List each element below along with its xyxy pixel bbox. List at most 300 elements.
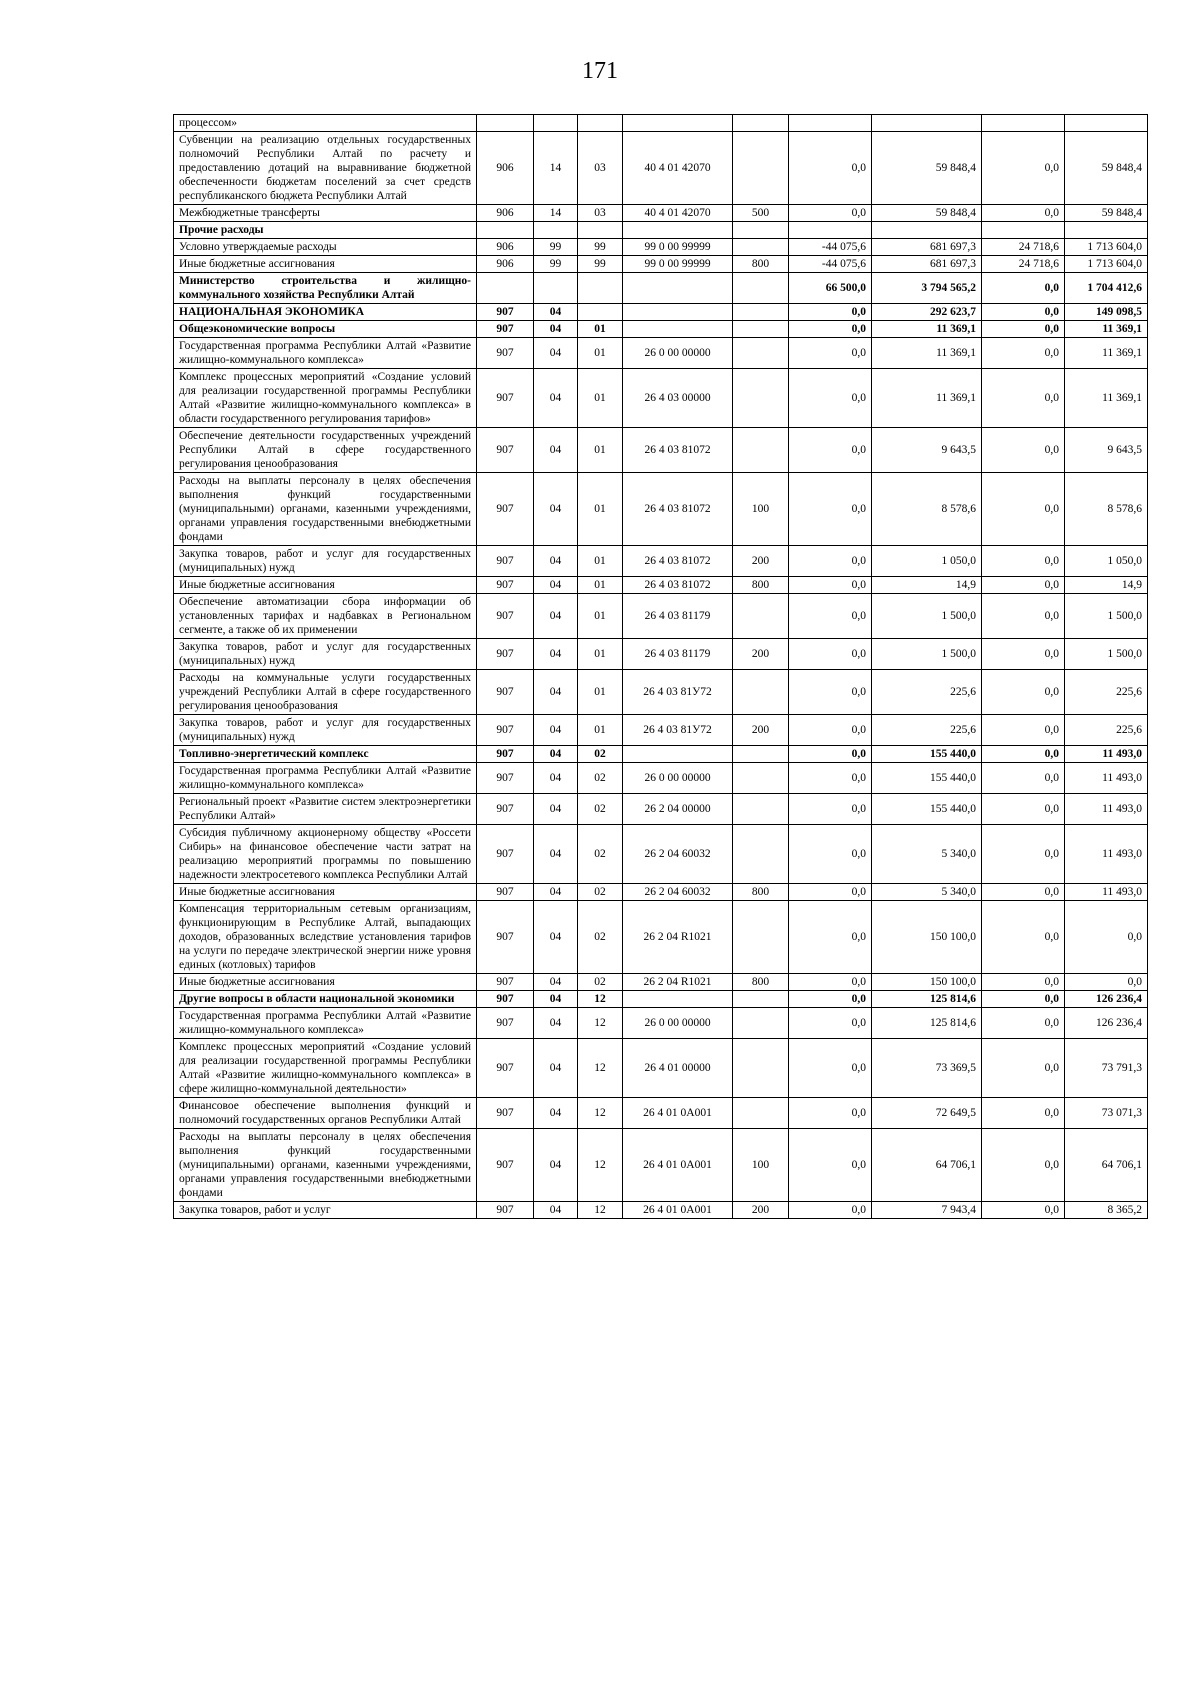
row-gr-code: 907 xyxy=(477,594,534,639)
row-amount-4: 59 848,4 xyxy=(1065,205,1148,222)
table-row xyxy=(174,239,1148,256)
row-target-article: 40 4 01 42070 xyxy=(623,132,733,205)
table-row xyxy=(174,991,1148,1008)
row-name: процессом» xyxy=(174,115,477,132)
row-amount-3: 0,0 xyxy=(982,991,1065,1008)
row-target-article: 26 2 04 60032 xyxy=(623,825,733,884)
row-amount-4: 1 500,0 xyxy=(1065,594,1148,639)
row-section-code: 04 xyxy=(534,546,578,577)
row-amount-1: 0,0 xyxy=(789,1098,872,1129)
row-subsection-code: 02 xyxy=(578,763,623,794)
row-target-article: 26 2 04 R1021 xyxy=(623,901,733,974)
row-section-code: 04 xyxy=(534,1008,578,1039)
row-expense-type: 800 xyxy=(733,974,789,991)
row-amount-1: 0,0 xyxy=(789,670,872,715)
row-amount-1: 0,0 xyxy=(789,1008,872,1039)
row-name: НАЦИОНАЛЬНАЯ ЭКОНОМИКА xyxy=(174,304,477,321)
row-expense-type xyxy=(733,239,789,256)
row-subsection-code: 03 xyxy=(578,205,623,222)
table-row xyxy=(174,222,1148,239)
row-section-code: 04 xyxy=(534,1098,578,1129)
row-subsection-code: 01 xyxy=(578,546,623,577)
row-target-article: 26 4 01 00000 xyxy=(623,1039,733,1098)
row-amount-1: 0,0 xyxy=(789,473,872,546)
row-gr-code: 907 xyxy=(477,794,534,825)
row-amount-1: 0,0 xyxy=(789,825,872,884)
row-amount-2: 11 369,1 xyxy=(872,338,982,369)
row-amount-2 xyxy=(872,222,982,239)
row-amount-2: 155 440,0 xyxy=(872,746,982,763)
row-expense-type xyxy=(733,1008,789,1039)
row-amount-3: 0,0 xyxy=(982,1039,1065,1098)
row-amount-4: 73 071,3 xyxy=(1065,1098,1148,1129)
row-gr-code: 907 xyxy=(477,991,534,1008)
row-amount-1: 0,0 xyxy=(789,763,872,794)
row-amount-4: 0,0 xyxy=(1065,974,1148,991)
row-section-code: 04 xyxy=(534,577,578,594)
row-target-article xyxy=(623,991,733,1008)
row-amount-2: 292 623,7 xyxy=(872,304,982,321)
row-expense-type xyxy=(733,321,789,338)
row-target-article: 26 4 03 81179 xyxy=(623,594,733,639)
row-name: Закупка товаров, работ и услуг xyxy=(174,1202,477,1219)
row-amount-4: 0,0 xyxy=(1065,901,1148,974)
table-row xyxy=(174,746,1148,763)
row-amount-4: 11 493,0 xyxy=(1065,825,1148,884)
row-amount-3: 0,0 xyxy=(982,901,1065,974)
row-gr-code: 907 xyxy=(477,901,534,974)
row-amount-3: 0,0 xyxy=(982,884,1065,901)
row-amount-4: 11 493,0 xyxy=(1065,794,1148,825)
row-amount-2: 150 100,0 xyxy=(872,974,982,991)
table-row xyxy=(174,715,1148,746)
row-amount-4: 11 493,0 xyxy=(1065,746,1148,763)
row-expense-type: 800 xyxy=(733,884,789,901)
row-expense-type xyxy=(733,273,789,304)
row-subsection-code xyxy=(578,304,623,321)
row-amount-4: 1 713 604,0 xyxy=(1065,239,1148,256)
row-amount-4: 9 643,5 xyxy=(1065,428,1148,473)
row-amount-4: 14,9 xyxy=(1065,577,1148,594)
row-gr-code: 907 xyxy=(477,639,534,670)
row-amount-3: 0,0 xyxy=(982,473,1065,546)
row-name: Субвенции на реализацию отдельных государственных полномочий Республики Алтай по расчету и предоставлению дотаций на выравнивание бюджетной обеспеченности бюджетам поселений за счет средств республиканского бюджета Республики Алтай xyxy=(174,132,477,205)
row-amount-4: 73 791,3 xyxy=(1065,1039,1148,1098)
row-amount-4: 126 236,4 xyxy=(1065,991,1148,1008)
row-target-article: 26 2 04 60032 xyxy=(623,884,733,901)
row-amount-4: 225,6 xyxy=(1065,715,1148,746)
row-gr-code xyxy=(477,222,534,239)
row-target-article: 26 0 00 00000 xyxy=(623,1008,733,1039)
row-name: Обеспечение деятельности государственных учреждений Республики Алтай в сфере государственного регулирования ценообразования xyxy=(174,428,477,473)
row-subsection-code: 01 xyxy=(578,428,623,473)
row-amount-2 xyxy=(872,115,982,132)
row-amount-2: 3 794 565,2 xyxy=(872,273,982,304)
table-row xyxy=(174,1039,1148,1098)
row-amount-3 xyxy=(982,222,1065,239)
row-target-article xyxy=(623,304,733,321)
row-expense-type: 500 xyxy=(733,205,789,222)
row-name: Расходы на выплаты персоналу в целях обеспечения выполнения функций государственными (муниципальными) органами, казенными учреждениями, органами управления государственными внебюджетными фондами xyxy=(174,1129,477,1202)
row-gr-code: 907 xyxy=(477,1039,534,1098)
row-amount-1: 0,0 xyxy=(789,1129,872,1202)
table-row xyxy=(174,273,1148,304)
row-amount-3: 0,0 xyxy=(982,273,1065,304)
row-name: Общеэкономические вопросы xyxy=(174,321,477,338)
row-amount-3: 0,0 xyxy=(982,1202,1065,1219)
row-section-code: 14 xyxy=(534,205,578,222)
row-amount-2: 59 848,4 xyxy=(872,205,982,222)
table-row xyxy=(174,205,1148,222)
row-target-article: 99 0 00 99999 xyxy=(623,256,733,273)
table-row xyxy=(174,825,1148,884)
row-subsection-code: 01 xyxy=(578,321,623,338)
row-expense-type xyxy=(733,763,789,794)
row-gr-code: 907 xyxy=(477,577,534,594)
row-section-code: 04 xyxy=(534,304,578,321)
row-subsection-code: 99 xyxy=(578,239,623,256)
row-amount-2: 9 643,5 xyxy=(872,428,982,473)
row-amount-4: 1 500,0 xyxy=(1065,639,1148,670)
table-row xyxy=(174,256,1148,273)
row-subsection-code: 02 xyxy=(578,825,623,884)
row-amount-3: 0,0 xyxy=(982,1098,1065,1129)
row-section-code: 04 xyxy=(534,338,578,369)
row-target-article xyxy=(623,115,733,132)
row-subsection-code: 02 xyxy=(578,884,623,901)
row-section-code: 04 xyxy=(534,974,578,991)
row-subsection-code: 02 xyxy=(578,746,623,763)
row-amount-1: 0,0 xyxy=(789,746,872,763)
row-target-article: 26 4 03 81179 xyxy=(623,639,733,670)
row-gr-code: 907 xyxy=(477,974,534,991)
row-amount-1: 0,0 xyxy=(789,974,872,991)
row-amount-2: 11 369,1 xyxy=(872,321,982,338)
row-section-code: 04 xyxy=(534,1129,578,1202)
row-expense-type xyxy=(733,369,789,428)
row-expense-type: 100 xyxy=(733,473,789,546)
row-amount-3: 0,0 xyxy=(982,546,1065,577)
row-target-article: 26 2 04 R1021 xyxy=(623,974,733,991)
row-target-article: 26 0 00 00000 xyxy=(623,338,733,369)
row-amount-2: 8 578,6 xyxy=(872,473,982,546)
row-section-code: 04 xyxy=(534,594,578,639)
row-target-article: 26 4 01 0А001 xyxy=(623,1202,733,1219)
row-section-code: 04 xyxy=(534,763,578,794)
table-row xyxy=(174,639,1148,670)
row-amount-2: 681 697,3 xyxy=(872,239,982,256)
row-target-article: 26 4 03 00000 xyxy=(623,369,733,428)
row-target-article: 26 4 01 0А001 xyxy=(623,1129,733,1202)
row-subsection-code xyxy=(578,115,623,132)
row-amount-1: 0,0 xyxy=(789,132,872,205)
row-target-article: 26 4 01 0А001 xyxy=(623,1098,733,1129)
table-row xyxy=(174,794,1148,825)
row-amount-3: 0,0 xyxy=(982,763,1065,794)
row-amount-3: 0,0 xyxy=(982,746,1065,763)
row-amount-4 xyxy=(1065,115,1148,132)
row-expense-type xyxy=(733,304,789,321)
table-row xyxy=(174,304,1148,321)
row-expense-type xyxy=(733,115,789,132)
row-gr-code: 907 xyxy=(477,1008,534,1039)
row-gr-code: 907 xyxy=(477,670,534,715)
row-amount-1: 0,0 xyxy=(789,901,872,974)
row-name: Иные бюджетные ассигнования xyxy=(174,577,477,594)
row-amount-4: 126 236,4 xyxy=(1065,1008,1148,1039)
table-row xyxy=(174,428,1148,473)
row-name: Государственная программа Республики Алтай «Развитие жилищно-коммунального комплекса» xyxy=(174,338,477,369)
table-row xyxy=(174,473,1148,546)
row-name: Субсидия публичному акционерному обществу «Россети Сибирь» на финансовое обеспечение части затрат на реализацию мероприятий программы по повышению надежности электросетевого комплекса Республики Алтай xyxy=(174,825,477,884)
row-amount-4: 8 365,2 xyxy=(1065,1202,1148,1219)
row-amount-3: 0,0 xyxy=(982,369,1065,428)
row-subsection-code: 01 xyxy=(578,338,623,369)
row-gr-code: 906 xyxy=(477,239,534,256)
table-body xyxy=(174,115,1148,1219)
row-name: Региональный проект «Развитие систем электроэнергетики Республики Алтай» xyxy=(174,794,477,825)
row-subsection-code: 02 xyxy=(578,901,623,974)
row-gr-code: 907 xyxy=(477,369,534,428)
row-amount-1: 0,0 xyxy=(789,205,872,222)
row-subsection-code: 02 xyxy=(578,794,623,825)
row-amount-3: 0,0 xyxy=(982,715,1065,746)
page-number: 171 xyxy=(582,58,618,84)
row-amount-2: 155 440,0 xyxy=(872,794,982,825)
table-row xyxy=(174,321,1148,338)
row-amount-3: 0,0 xyxy=(982,132,1065,205)
row-section-code: 04 xyxy=(534,428,578,473)
row-gr-code: 907 xyxy=(477,884,534,901)
row-amount-4: 11 369,1 xyxy=(1065,338,1148,369)
row-subsection-code: 01 xyxy=(578,473,623,546)
row-gr-code: 907 xyxy=(477,473,534,546)
row-target-article xyxy=(623,321,733,338)
table-row xyxy=(174,884,1148,901)
row-expense-type: 200 xyxy=(733,1202,789,1219)
table-row xyxy=(174,974,1148,991)
row-subsection-code: 01 xyxy=(578,594,623,639)
row-amount-3: 0,0 xyxy=(982,974,1065,991)
row-section-code: 04 xyxy=(534,794,578,825)
row-amount-1: 0,0 xyxy=(789,1039,872,1098)
row-name: Государственная программа Республики Алтай «Развитие жилищно-коммунального комплекса» xyxy=(174,1008,477,1039)
row-subsection-code: 03 xyxy=(578,132,623,205)
row-subsection-code: 99 xyxy=(578,256,623,273)
table-row xyxy=(174,670,1148,715)
row-name: Комплекс процессных мероприятий «Создание условий для реализации государственной программы Республики Алтай «Развитие жилищно-коммунального комплекса» в сфере жилищно-коммунальной деятельности» xyxy=(174,1039,477,1098)
row-amount-4: 11 493,0 xyxy=(1065,884,1148,901)
row-target-article: 26 4 03 81У72 xyxy=(623,715,733,746)
row-name: Иные бюджетные ассигнования xyxy=(174,974,477,991)
row-amount-4: 1 713 604,0 xyxy=(1065,256,1148,273)
row-section-code: 04 xyxy=(534,1039,578,1098)
row-amount-1 xyxy=(789,222,872,239)
row-amount-2: 73 369,5 xyxy=(872,1039,982,1098)
row-amount-1: 0,0 xyxy=(789,546,872,577)
row-name: Государственная программа Республики Алтай «Развитие жилищно-коммунального комплекса» xyxy=(174,763,477,794)
row-target-article: 26 4 03 81072 xyxy=(623,473,733,546)
row-amount-3: 0,0 xyxy=(982,577,1065,594)
row-gr-code: 907 xyxy=(477,428,534,473)
row-name: Компенсация территориальным сетевым организациям, функционирующим в Республике Алтай, выпадающих доходов, образованных вследствие установления тарифов на услуги по передаче электрической энергии ниже уровня единых (котловых) тарифов xyxy=(174,901,477,974)
row-name: Комплекс процессных мероприятий «Создание условий для реализации государственной программы Республики Алтай «Развитие жилищно-коммунального комплекса» в области государственного регулирования тарифов» xyxy=(174,369,477,428)
table-row xyxy=(174,546,1148,577)
row-target-article xyxy=(623,222,733,239)
row-amount-1: 0,0 xyxy=(789,577,872,594)
row-target-article: 40 4 01 42070 xyxy=(623,205,733,222)
row-subsection-code: 12 xyxy=(578,1039,623,1098)
row-section-code: 04 xyxy=(534,473,578,546)
row-amount-2: 5 340,0 xyxy=(872,884,982,901)
row-amount-1: 0,0 xyxy=(789,594,872,639)
table-row xyxy=(174,763,1148,794)
row-amount-2: 150 100,0 xyxy=(872,901,982,974)
budget-table xyxy=(173,114,1148,1219)
row-amount-4 xyxy=(1065,222,1148,239)
row-name: Иные бюджетные ассигнования xyxy=(174,884,477,901)
row-amount-2: 5 340,0 xyxy=(872,825,982,884)
row-gr-code: 907 xyxy=(477,304,534,321)
table-row xyxy=(174,1008,1148,1039)
row-gr-code: 906 xyxy=(477,205,534,222)
row-amount-4: 8 578,6 xyxy=(1065,473,1148,546)
row-amount-2: 11 369,1 xyxy=(872,369,982,428)
row-subsection-code: 12 xyxy=(578,1008,623,1039)
row-gr-code: 907 xyxy=(477,825,534,884)
row-name: Закупка товаров, работ и услуг для государственных (муниципальных) нужд xyxy=(174,639,477,670)
row-amount-3: 0,0 xyxy=(982,304,1065,321)
row-amount-4: 11 369,1 xyxy=(1065,321,1148,338)
row-section-code: 04 xyxy=(534,1202,578,1219)
row-amount-3: 0,0 xyxy=(982,670,1065,715)
row-name: Условно утверждаемые расходы xyxy=(174,239,477,256)
row-amount-2: 225,6 xyxy=(872,715,982,746)
row-gr-code: 906 xyxy=(477,132,534,205)
row-expense-type: 200 xyxy=(733,546,789,577)
row-expense-type xyxy=(733,794,789,825)
table-row xyxy=(174,1098,1148,1129)
row-expense-type: 800 xyxy=(733,577,789,594)
row-section-code: 04 xyxy=(534,369,578,428)
row-expense-type: 100 xyxy=(733,1129,789,1202)
row-amount-1: -44 075,6 xyxy=(789,256,872,273)
row-amount-3: 0,0 xyxy=(982,639,1065,670)
row-amount-1: 66 500,0 xyxy=(789,273,872,304)
row-amount-1: 0,0 xyxy=(789,321,872,338)
row-amount-3: 0,0 xyxy=(982,825,1065,884)
row-section-code: 04 xyxy=(534,825,578,884)
row-name: Закупка товаров, работ и услуг для государственных (муниципальных) нужд xyxy=(174,715,477,746)
row-amount-2: 14,9 xyxy=(872,577,982,594)
row-section-code: 04 xyxy=(534,670,578,715)
row-amount-2: 59 848,4 xyxy=(872,132,982,205)
row-gr-code: 906 xyxy=(477,256,534,273)
table-row xyxy=(174,1202,1148,1219)
row-amount-2: 1 500,0 xyxy=(872,594,982,639)
row-section-code: 04 xyxy=(534,715,578,746)
row-amount-3: 0,0 xyxy=(982,1008,1065,1039)
row-name: Министерство строительства и жилищно-коммунального хозяйства Республики Алтай xyxy=(174,273,477,304)
row-subsection-code: 01 xyxy=(578,715,623,746)
row-expense-type xyxy=(733,222,789,239)
row-gr-code: 907 xyxy=(477,1202,534,1219)
row-name: Иные бюджетные ассигнования xyxy=(174,256,477,273)
row-section-code xyxy=(534,115,578,132)
row-amount-1 xyxy=(789,115,872,132)
row-name: Обеспечение автоматизации сбора информации об установленных тарифах и надбавках в Региональном сегменте, а также об их применении xyxy=(174,594,477,639)
row-amount-1: 0,0 xyxy=(789,639,872,670)
table-row xyxy=(174,338,1148,369)
row-section-code xyxy=(534,222,578,239)
row-gr-code xyxy=(477,273,534,304)
row-subsection-code xyxy=(578,222,623,239)
table-row xyxy=(174,577,1148,594)
row-amount-1: 0,0 xyxy=(789,1202,872,1219)
row-amount-4: 149 098,5 xyxy=(1065,304,1148,321)
row-amount-1: -44 075,6 xyxy=(789,239,872,256)
row-amount-3: 0,0 xyxy=(982,1129,1065,1202)
row-name: Расходы на выплаты персоналу в целях обеспечения выполнения функций государственными (муниципальными) органами, казенными учреждениями, органами управления государственными внебюджетными фондами xyxy=(174,473,477,546)
row-amount-2: 1 500,0 xyxy=(872,639,982,670)
row-target-article: 26 0 00 00000 xyxy=(623,763,733,794)
row-target-article: 26 4 03 81У72 xyxy=(623,670,733,715)
row-amount-3 xyxy=(982,115,1065,132)
row-expense-type xyxy=(733,594,789,639)
row-subsection-code: 12 xyxy=(578,1202,623,1219)
row-expense-type: 200 xyxy=(733,715,789,746)
row-target-article xyxy=(623,273,733,304)
row-section-code: 04 xyxy=(534,746,578,763)
row-amount-1: 0,0 xyxy=(789,304,872,321)
row-subsection-code: 01 xyxy=(578,369,623,428)
table-row xyxy=(174,594,1148,639)
row-expense-type xyxy=(733,338,789,369)
row-amount-4: 11 493,0 xyxy=(1065,763,1148,794)
row-gr-code: 907 xyxy=(477,763,534,794)
row-section-code xyxy=(534,273,578,304)
row-amount-1: 0,0 xyxy=(789,794,872,825)
row-gr-code: 907 xyxy=(477,1129,534,1202)
row-name: Другие вопросы в области национальной экономики xyxy=(174,991,477,1008)
row-section-code: 04 xyxy=(534,639,578,670)
row-amount-4: 11 369,1 xyxy=(1065,369,1148,428)
row-subsection-code: 12 xyxy=(578,1098,623,1129)
row-section-code: 04 xyxy=(534,991,578,1008)
row-amount-1: 0,0 xyxy=(789,884,872,901)
row-name: Расходы на коммунальные услуги государственных учреждений Республики Алтай в сфере государственного регулирования ценообразования xyxy=(174,670,477,715)
table-row xyxy=(174,901,1148,974)
row-amount-2: 7 943,4 xyxy=(872,1202,982,1219)
row-gr-code: 907 xyxy=(477,746,534,763)
row-name: Прочие расходы xyxy=(174,222,477,239)
row-subsection-code xyxy=(578,273,623,304)
row-expense-type: 800 xyxy=(733,256,789,273)
row-name: Топливно-энергетический комплекс xyxy=(174,746,477,763)
row-name: Межбюджетные трансферты xyxy=(174,205,477,222)
row-expense-type xyxy=(733,1039,789,1098)
row-expense-type xyxy=(733,670,789,715)
row-amount-3: 24 718,6 xyxy=(982,239,1065,256)
row-amount-2: 225,6 xyxy=(872,670,982,715)
row-amount-2: 1 050,0 xyxy=(872,546,982,577)
row-target-article: 26 4 03 81072 xyxy=(623,577,733,594)
row-expense-type xyxy=(733,746,789,763)
row-amount-1: 0,0 xyxy=(789,338,872,369)
row-gr-code: 907 xyxy=(477,321,534,338)
row-expense-type xyxy=(733,991,789,1008)
table-row xyxy=(174,369,1148,428)
